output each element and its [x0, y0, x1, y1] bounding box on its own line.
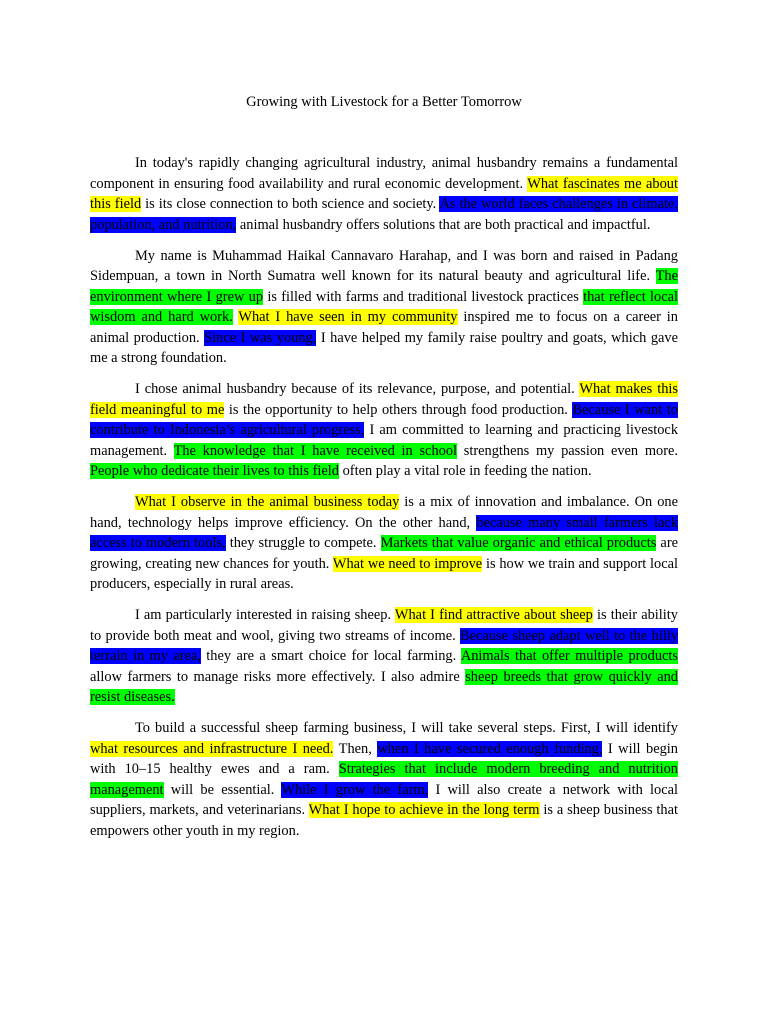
- text-segment: I will begin with 10–15 healthy ewes and a ram.: [90, 740, 678, 778]
- highlight-green: sheep breeds that grow quickly and resist diseases.: [90, 668, 678, 706]
- paragraph-1: [90, 153, 678, 235]
- text-segment: is a mix of innovation and imbalance. On one hand, technology helps improve efficiency. On the other hand,: [90, 494, 678, 531]
- highlight-blue: Since I was young,: [204, 329, 317, 346]
- text-segment: I chose animal husbandry because of its relevance, purpose, and potential.: [135, 381, 580, 398]
- highlight-blue: Because I want to contribute to Indonesia’s agricultural progress,: [90, 401, 678, 439]
- highlight-yellow: what resources and infrastructure I need.: [90, 740, 334, 757]
- highlight-green: that reflect local wisdom and hard work.: [90, 288, 678, 326]
- paragraph-5: [90, 605, 678, 708]
- highlight-green: The knowledge that I have received in school: [173, 442, 458, 459]
- document-title: Growing with Livestock for a Better Tomorrow: [246, 94, 522, 110]
- text-segment: My name is Muhammad Haikal Cannavaro Harahap, and I was born and raised in Padang Sidempuan, a town in North Sumatra well known for its natural beauty and agricultural life.: [90, 247, 678, 285]
- text-segment: is the opportunity to help others through food production.: [224, 401, 573, 418]
- text-segment: inspired me to focus on a career in animal production.: [90, 309, 678, 346]
- highlight-blue: As the world faces challenges in climate, population, and nutrition,: [90, 196, 678, 233]
- text-segment: I am committed to learning and practicing livestock management.: [90, 422, 679, 459]
- document-body: [90, 153, 678, 852]
- text-segment: they struggle to compete.: [225, 535, 381, 552]
- paragraph-6: [90, 718, 678, 841]
- text-segment: I am particularly interested in raising sheep.: [135, 607, 395, 624]
- text-segment: are growing, creating new chances for youth.: [90, 535, 678, 572]
- text-segment: I will also create a network with local suppliers, markets, and veterinarians.: [90, 781, 678, 819]
- highlight-green: People who dedicate their lives to this field: [90, 463, 339, 480]
- text-segment: To build a successful sheep farming business, I will take several steps. First, I will identify: [135, 720, 678, 737]
- text-segment: In today's rapidly changing agricultural industry, animal husbandry remains a fundamental component in ensuring food availability and rural economic development.: [90, 155, 678, 192]
- text-segment: is filled with farms and traditional livestock practices: [263, 288, 584, 305]
- highlight-blue: While I grow the farm,: [281, 781, 429, 798]
- paragraph-2: [90, 246, 678, 369]
- highlight-yellow: What I hope to achieve in the long term: [308, 802, 540, 819]
- paragraph-3: [90, 379, 678, 482]
- highlight-yellow: What I have seen in my community: [238, 309, 458, 326]
- highlight-green: Markets that value organic and ethical products: [380, 535, 657, 552]
- highlight-blue: Because sheep adapt well to the hilly terrain in my area,: [90, 627, 678, 665]
- text-segment: is its close connection to both science and society.: [141, 196, 440, 212]
- highlight-yellow: What makes this field meaningful to me: [90, 381, 678, 418]
- text-segment: is how we train and support local producers, especially in rural areas.: [90, 555, 678, 593]
- text-segment: Then,: [333, 740, 378, 757]
- highlight-green: Strategies that include modern breeding and nutrition management: [90, 761, 678, 798]
- text-segment: they are a smart choice for local farming.: [200, 648, 461, 665]
- text-segment: will be essential.: [163, 781, 282, 798]
- paragraph-4: [90, 492, 678, 595]
- text-segment: allow farmers to manage risks more effectively. I also admire: [90, 668, 466, 685]
- highlight-blue: because many small farmers lack access to modern tools,: [90, 514, 678, 552]
- text-segment: is their ability to provide both meat and wool, giving two streams of income.: [90, 607, 678, 644]
- highlight-yellow: What I observe in the animal business today: [135, 494, 400, 511]
- highlight-yellow: What I find attractive about sheep: [394, 607, 593, 624]
- text-segment: I have helped my family raise poultry and goats, which gave me a strong foundation.: [90, 329, 678, 367]
- text-segment: animal husbandry offers solutions that are both practical and impactful.: [236, 216, 651, 233]
- highlight-green: The environment where I grew up: [90, 268, 678, 305]
- text-segment: strengthens my passion even more.: [457, 442, 678, 459]
- text-segment: is a sheep business that empowers other youth in my region.: [90, 802, 678, 839]
- highlight-yellow: What we need to improve: [332, 555, 483, 572]
- text-segment: often play a vital role in feeding the nation.: [338, 463, 592, 480]
- highlight-green: Animals that offer multiple products: [460, 648, 679, 665]
- highlight-yellow: What fascinates me about this field: [90, 175, 678, 212]
- highlight-blue: when I have secured enough funding,: [377, 740, 603, 757]
